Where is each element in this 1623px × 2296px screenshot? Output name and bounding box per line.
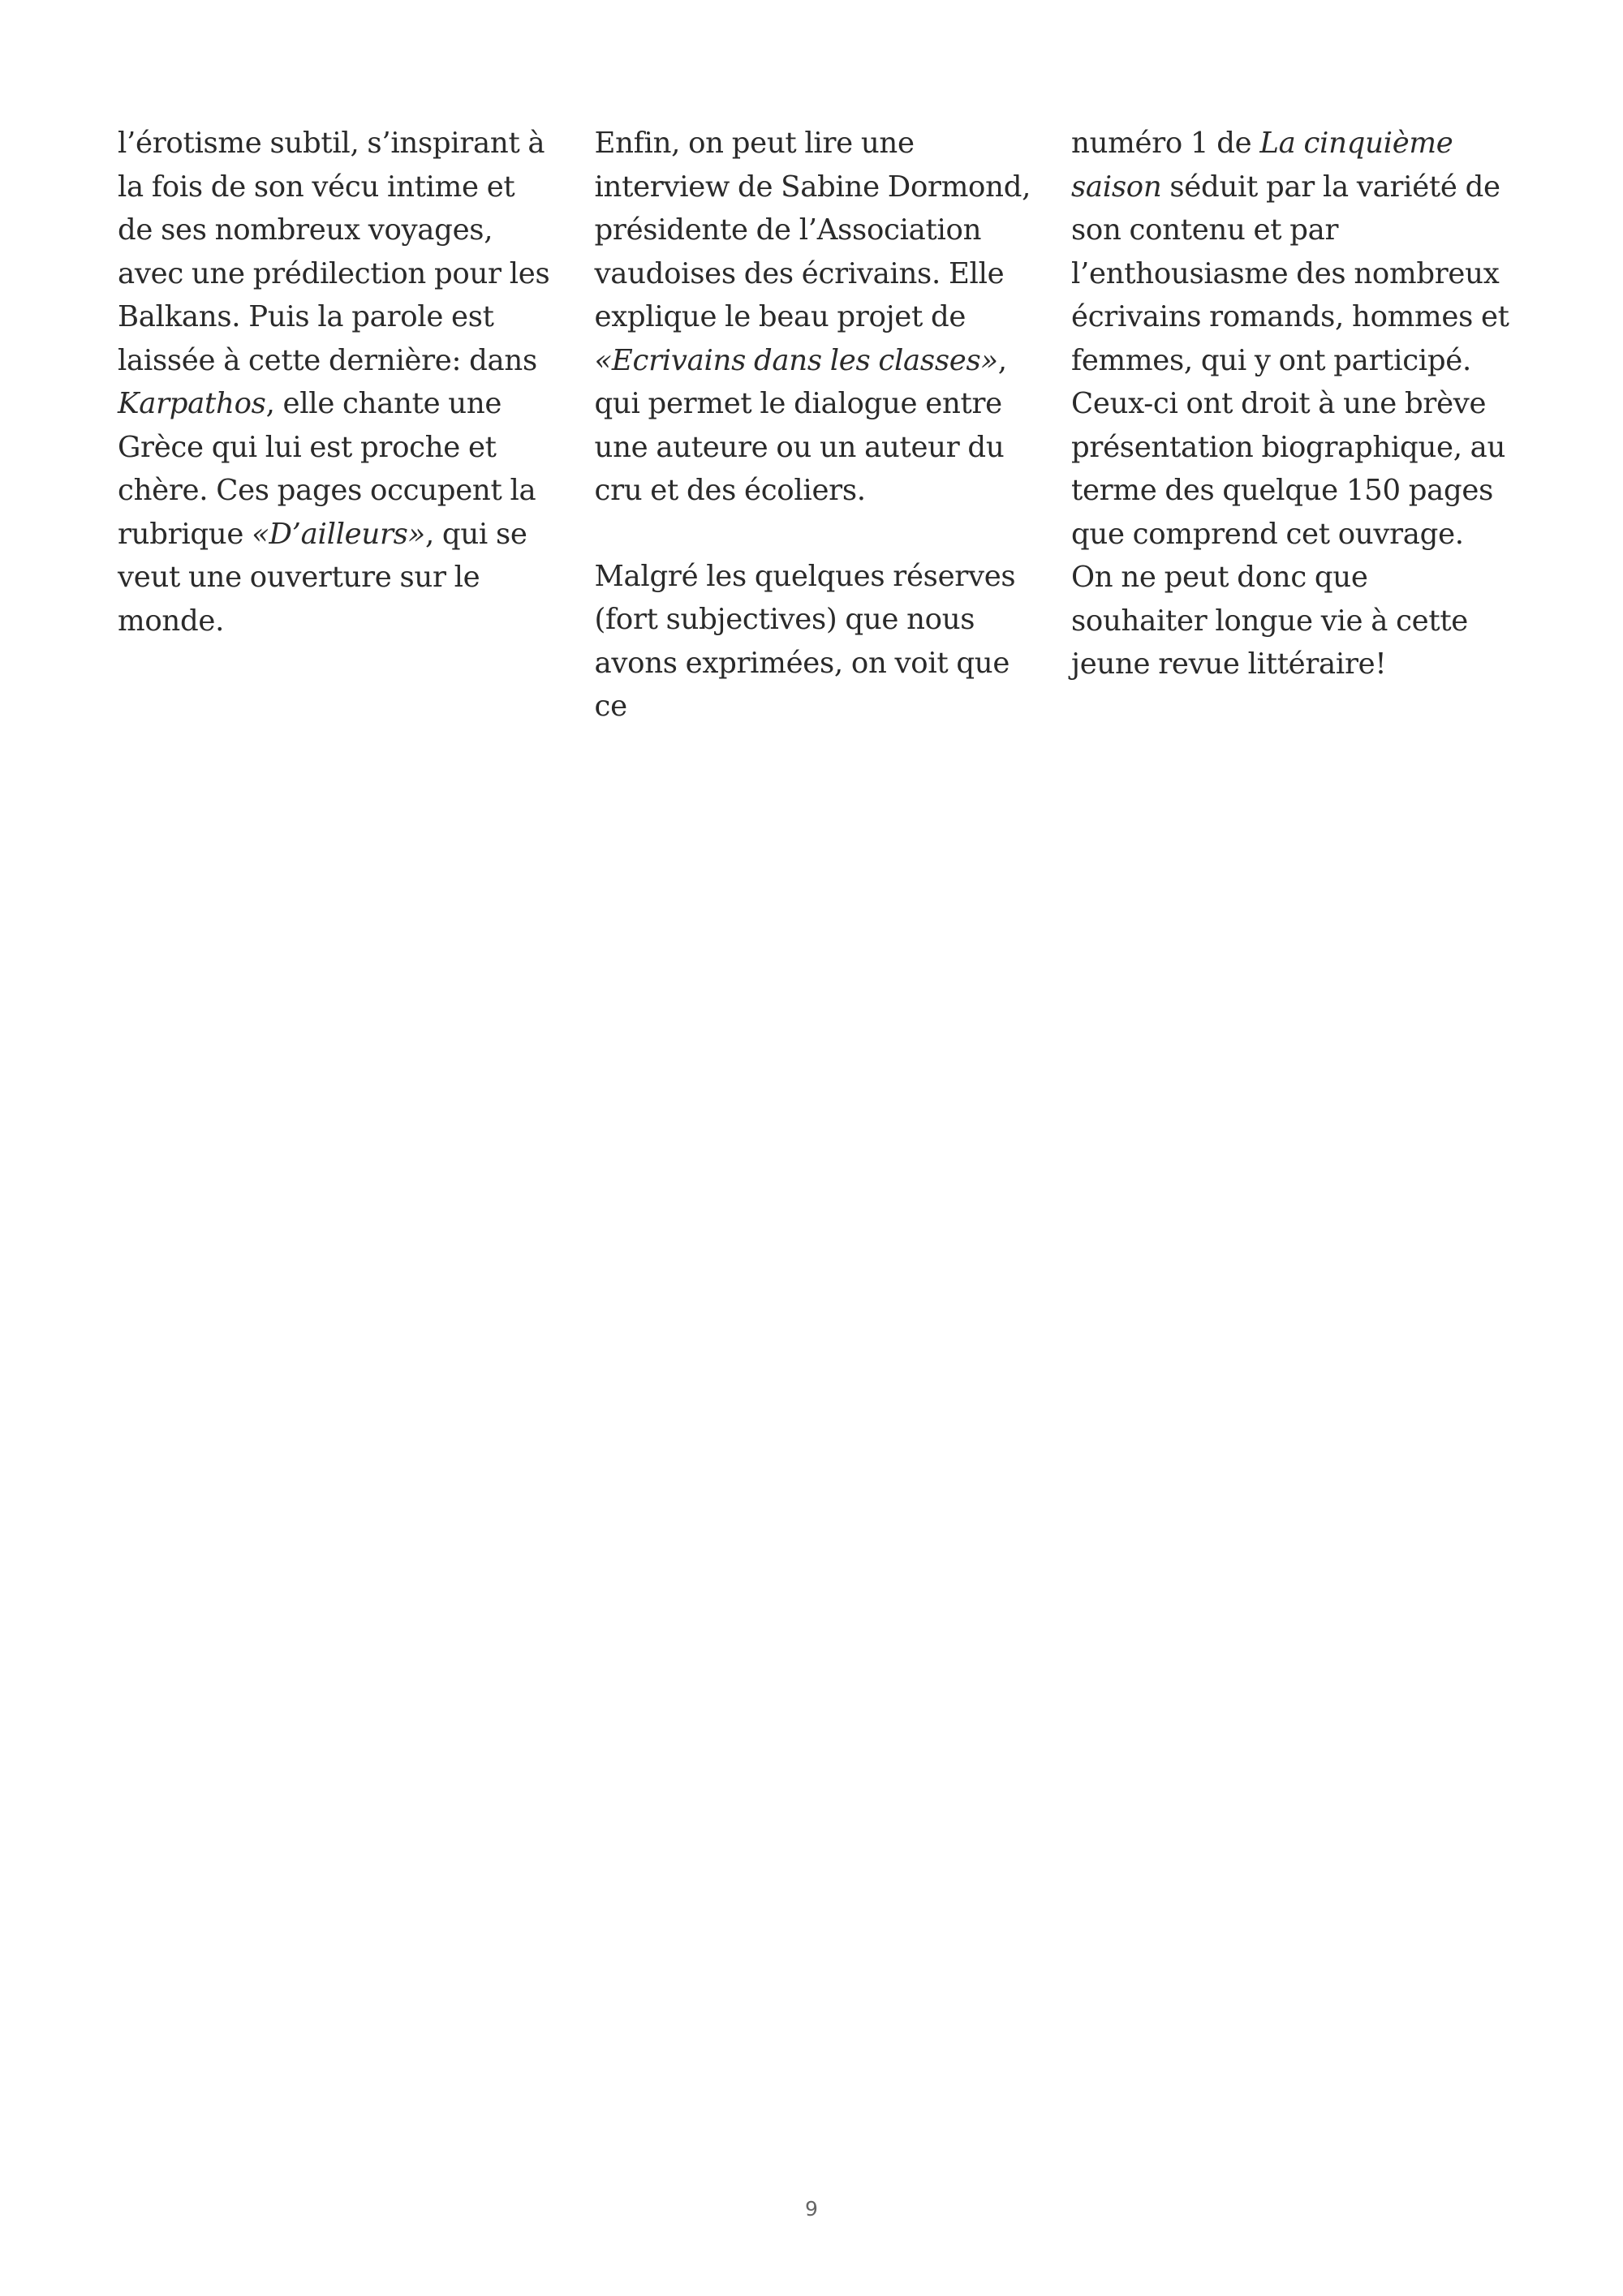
italic-text: La cinquième saison	[1071, 127, 1453, 204]
paragraph	[1071, 122, 1509, 686]
column-1	[118, 122, 556, 729]
text-run: l’érotisme subtil, s’inspirant à la fois de son vécu intime et de ses nombreux voyages, avec une prédilection pour les Balkans. Puis la parole est laissée à cette dernière: dans	[118, 127, 550, 377]
text-run: séduit par la variété de son contenu et par l’enthousiasme des nombreux écrivains romands, hommes et femmes, qui y ont participé. Ceux-ci ont droit à une brève présentation biographique, au terme des quelque 150 pages que comprend cet ouvrage. On ne peut donc que souhaiter longue vie à cette jeune revue littéraire!	[1071, 170, 1509, 681]
italic-text: «D’ailleurs»	[252, 517, 425, 551]
text-run: , qui se veut une ouverture sur le monde.	[118, 517, 527, 638]
italic-text: Karpathos	[118, 387, 266, 420]
text-columns	[118, 122, 1509, 729]
column-2	[595, 122, 1033, 729]
text-run: Malgré les quelques réserves (fort subjectives) que nous avons exprimées, on voit que ce	[594, 559, 1016, 723]
paragraph	[595, 122, 1033, 513]
page-number: 9	[805, 2197, 818, 2221]
text-run: numéro 1 de	[1071, 127, 1260, 160]
text-run: Enfin, on peut lire une interview de Sabine Dormond, présidente de l’Association vaudoises des écrivains. Elle explique le beau projet de	[594, 127, 1031, 333]
paragraph	[118, 122, 556, 643]
paragraph	[595, 555, 1033, 729]
text-run: , qui permet le dialogue entre une auteure ou un auteur du cru et des écoliers.	[594, 343, 1007, 507]
column-3	[1071, 122, 1509, 729]
text-run: , elle chante une Grèce qui lui est proche et chère. Ces pages occupent la rubrique	[118, 387, 536, 551]
italic-text: «Ecrivains dans les classes»	[594, 343, 998, 377]
